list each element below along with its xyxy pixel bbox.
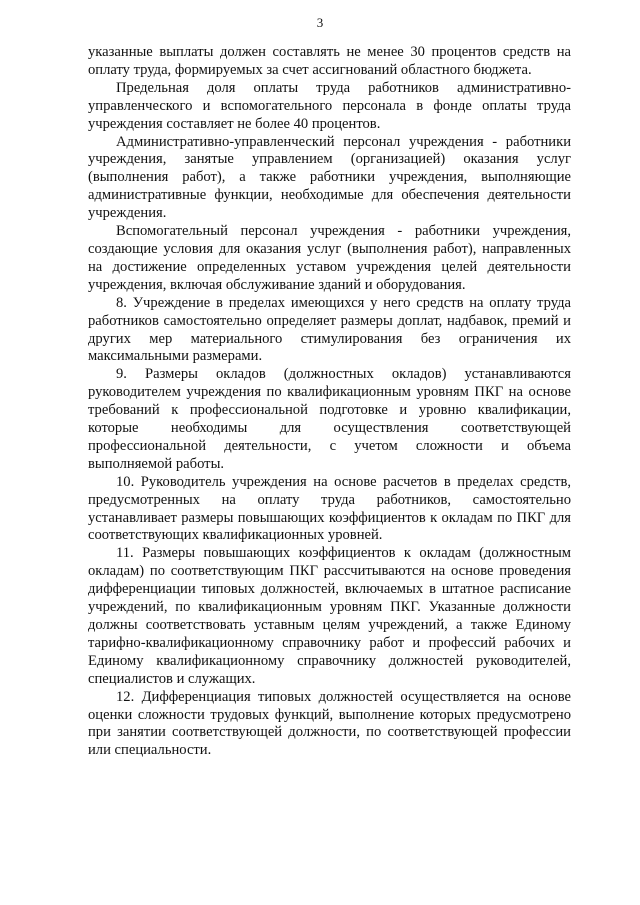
page-number: 3	[316, 15, 324, 30]
paragraph-support-staff-definition: Вспомогательный персонал учреждения - работники учреждения, создающие условия для оказания услуг (выполнения работ), направленных на достижение определенных уставом учреждения целей деятельности учреждения, включая обслуживание зданий и оборудования.	[88, 223, 571, 293]
paragraph-item-12: 12. Дифференциация типовых должностей осуществляется на основе оценки сложности трудовых функций, выполнение которых предусмотрено при занятии соответствующей должности, по соответствующей профессии или специальности.	[88, 688, 571, 759]
document-body	[88, 44, 571, 760]
paragraph-item-9: 9. Размеры окладов (должностных окладов) устанавливаются руководителем учреждения по квалификационным уровням ПКГ на основе требований к профессиональной подготовке и уровню квалификации, которые необходимы для осуществления соответствующей профессиональной деятельности, с учетом сложности и объема выполняемой работы.	[88, 366, 571, 472]
paragraph-item-11: 11. Размеры повышающих коэффициентов к окладам (должностным окладам) по соответствующим ПКГ рассчитываются на основе проведения дифференциации типовых должностей, включаемых в штатное расписание учреждений, по квалификационным уровням ПКГ. Указанные должности должны соответствовать уставным целям учреждений, а также Единому тарифно-квалификационному справочнику работ и профессий рабочих и Единому квалификационному справочнику должностей руководителей, специалистов и служащих.	[88, 545, 571, 687]
paragraph-item-8: 8. Учреждение в пределах имеющихся у него средств на оплату труда работников самостоятельно определяет размеры доплат, надбавок, премий и других мер материального стимулирования без ограничения их максимальными размерами.	[88, 294, 571, 365]
paragraph-wage-share-limit: Предельная доля оплаты труда работников административно-управленческого и вспомогательного персонала в фонде оплаты труда учреждения составляет не более 40 процентов.	[88, 79, 571, 132]
paragraph-admin-staff-definition: Административно-управленческий персонал учреждения - работники учреждения, занятые управлением (организацией) оказания услуг (выполнения работ), а также работники учреждения, выполняющие административные функции, необходимые для обеспечения деятельности учреждения.	[88, 133, 571, 222]
paragraph-continuation: указанные выплаты должен составлять не менее 30 процентов средств на оплату труда, формируемых за счет ассигнований областного бюджета.	[88, 44, 571, 78]
paragraph-item-10: 10. Руководитель учреждения на основе расчетов в пределах средств, предусмотренных на оплату труда работников, самостоятельно устанавливает размеры повышающих коэффициентов к окладам по ПКГ для соответствующих квалификационных уровней.	[88, 473, 571, 544]
